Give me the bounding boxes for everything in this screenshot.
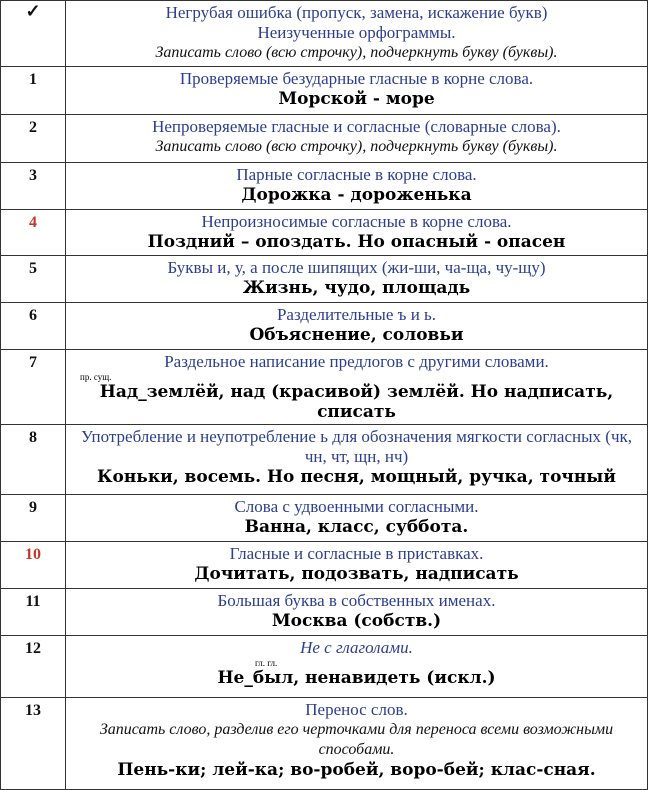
row-example: Над_землёй, над (красивой) землёй. Но надписать, списать: [99, 382, 614, 422]
row-number: 8: [1, 425, 66, 495]
row-content: [66, 163, 648, 210]
row-title: Парные согласные в корне слова.: [236, 165, 477, 184]
row-title: Буквы и, у, а после шипящих (жи-ши, ча-ща, чу-щу): [167, 258, 546, 277]
row-example: Объяснение, соловьи: [249, 325, 464, 345]
row-number: 5: [1, 256, 66, 303]
row-instruction: Записать слово (всю строчку), подчеркнуть букву (буквы).: [155, 44, 558, 61]
table-row: [1, 636, 648, 698]
row-number: 11: [1, 589, 66, 636]
row-example: Коньки, восемь. Но песня, мощный, ручка, точный: [97, 467, 616, 487]
table-row: [1, 425, 648, 495]
row-title: Негрубая ошибка (пропуск, замена, искажение букв): [165, 3, 548, 22]
row-content: [66, 495, 648, 542]
row-example: Морской - море: [278, 89, 435, 109]
row-title: Перенос слов.: [305, 700, 408, 719]
grammar-marks: пр. сущ.: [80, 372, 112, 382]
row-example: Дочитать, подозвать, надписать: [194, 564, 519, 584]
row-content: [66, 115, 648, 163]
table-row: [1, 67, 648, 115]
row-number: 6: [1, 303, 66, 350]
row-content: [66, 636, 648, 698]
row-example: Поздний – опоздать. Но опасный - опасен: [147, 232, 566, 252]
row-instruction: Записать слово (всю строчку), подчеркнуть букву (буквы).: [155, 138, 558, 155]
row-title: Гласные и согласные в приставках.: [229, 544, 484, 563]
row-title: Разделительные ъ и ь.: [276, 305, 437, 324]
row-title: Проверяемые безударные гласные в корне слова.: [179, 69, 534, 88]
table-row: [1, 303, 648, 350]
row-title: Не с глаголами.: [300, 638, 413, 657]
row-example: Жизнь, чудо, площадь: [242, 278, 471, 298]
row-example: Не_был, ненавидеть (искл.): [217, 668, 496, 688]
row-content: [66, 589, 648, 636]
row-title: Употребление и неупотребление ь для обозначения мягкости согласных (чк, чн, чт, щн, нч): [80, 427, 632, 466]
table-row: [1, 163, 648, 210]
row-example: Ванна, класс, суббота.: [244, 517, 469, 537]
row-number: 4: [1, 210, 66, 256]
row-number: 7: [1, 350, 66, 425]
row-title: Большая буква в собственных именах.: [217, 591, 496, 610]
row-content: [66, 1, 648, 67]
table-row: [1, 256, 648, 303]
row-title: Непроверяемые гласные и согласные (словарные слова).: [152, 117, 561, 136]
row-example: Дорожка - дороженька: [241, 185, 472, 205]
row-number: 1: [1, 67, 66, 115]
table-row: [1, 210, 648, 256]
row-content: [66, 256, 648, 303]
row-content: [66, 698, 648, 790]
row-content: [66, 67, 648, 115]
row-number: 12: [1, 636, 66, 698]
table-row: [1, 698, 648, 790]
row-title: Раздельное написание предлогов с другими словами.: [164, 352, 549, 371]
table-row: [1, 589, 648, 636]
row-example: Москва (собств.): [271, 611, 442, 631]
row-number: ✓: [1, 1, 66, 67]
row-number: 10: [1, 542, 66, 589]
row-content: [66, 210, 648, 256]
table-row: [1, 1, 648, 67]
row-content: [66, 303, 648, 350]
grammar-marks: гл. гл.: [255, 658, 278, 668]
table-row: [1, 542, 648, 589]
table-row: [1, 495, 648, 542]
row-number: 9: [1, 495, 66, 542]
table-row: [1, 115, 648, 163]
row-example: Пень-ки; лей-ка; во-робей, воро-бей; клас-сная.: [117, 760, 596, 780]
row-content: [66, 425, 648, 495]
table-row: [1, 350, 648, 425]
row-number: 3: [1, 163, 66, 210]
row-instruction: Записать слово, разделив его черточками для переноса всеми возможными способами.: [99, 721, 614, 758]
row-number: 13: [1, 698, 66, 790]
row-title: Слова с удвоенными согласными.: [234, 497, 479, 516]
row-number: 2: [1, 115, 66, 163]
row-content: [66, 542, 648, 589]
row-title: Непроизносимые согласные в корне слова.: [201, 212, 512, 231]
row-content: [66, 350, 648, 425]
row-title: Неизученные орфограммы.: [257, 23, 456, 42]
